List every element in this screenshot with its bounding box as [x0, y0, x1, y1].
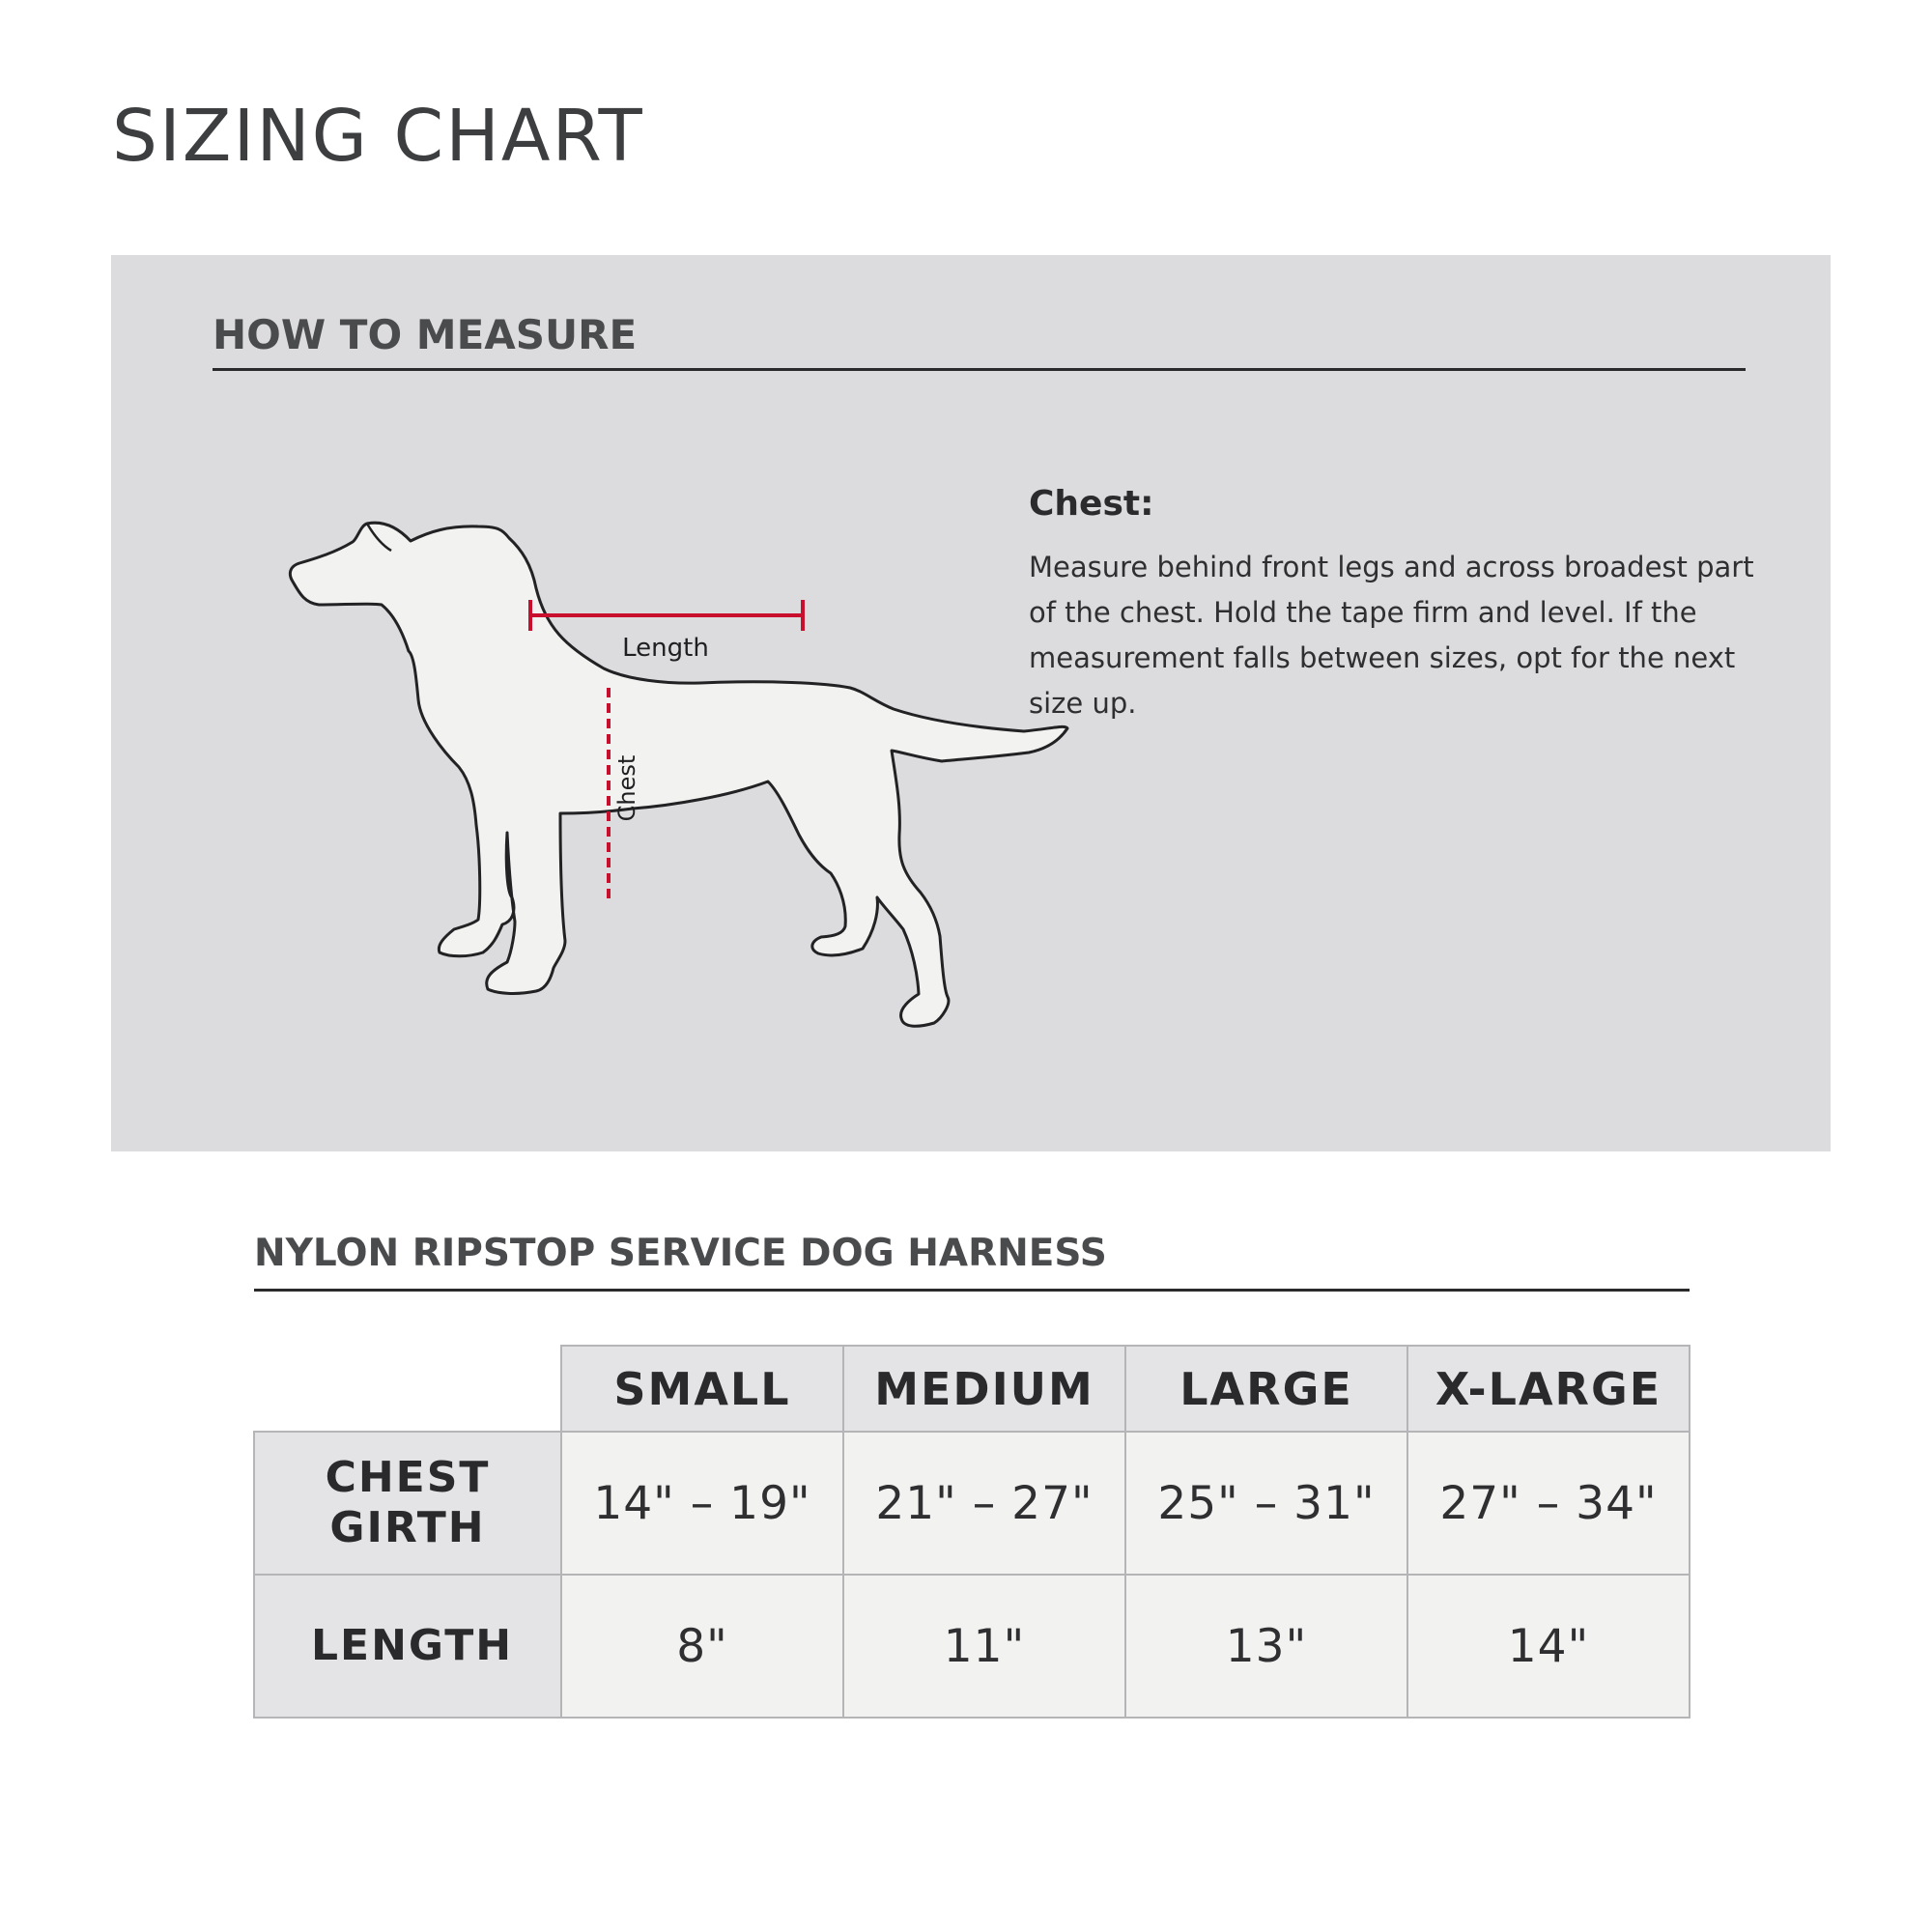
heading-divider [213, 368, 1746, 371]
dog-measurement-diagram [169, 448, 1096, 1086]
how-to-measure-panel [111, 255, 1831, 1151]
table-heading-divider [254, 1289, 1690, 1292]
row-label-length [254, 1575, 561, 1718]
cell-length-medium: 11" [843, 1575, 1125, 1718]
how-to-measure-heading: HOW TO MEASURE [213, 311, 638, 358]
cell-length-x-large: 14" [1407, 1575, 1690, 1718]
chest-instruction-text: Measure behind front legs and across broadest part of the chest. Hold the tape firm and level. If the measurement falls between sizes, opt for the next size up. [1029, 551, 1754, 720]
chest-instruction-title: Chest: [1029, 484, 1154, 524]
table-row-chest-girth [254, 1432, 1690, 1575]
cell-chest-large: 25" – 31" [1125, 1432, 1407, 1575]
dog-silhouette [290, 523, 1067, 1026]
column-header-x-large: X-LARGE [1407, 1346, 1690, 1432]
harness-table-heading: NYLON RIPSTOP SERVICE DOG HARNESS [254, 1232, 1107, 1275]
table-corner-cell [254, 1346, 561, 1432]
table-header-row [254, 1346, 1690, 1432]
row-label-chest-girth [254, 1432, 561, 1575]
column-header-small: SMALL [561, 1346, 843, 1432]
column-header-medium: MEDIUM [843, 1346, 1125, 1432]
cell-length-large: 13" [1125, 1575, 1407, 1718]
cell-length-small: 8" [561, 1575, 843, 1718]
size-chart-table [253, 1345, 1690, 1719]
page-title: SIZING CHART [112, 95, 644, 178]
length-label: Length [622, 634, 709, 663]
column-header-large: LARGE [1125, 1346, 1407, 1432]
chest-label: Chest [613, 754, 640, 822]
length-measure-line [530, 600, 803, 631]
table-row-length [254, 1575, 1690, 1718]
cell-chest-small: 14" – 19" [561, 1432, 843, 1575]
cell-chest-medium: 21" – 27" [843, 1432, 1125, 1575]
row-label-text: CHEST GIRTH [325, 1453, 491, 1552]
cell-chest-x-large: 27" – 34" [1407, 1432, 1690, 1575]
row-label-text: LENGTH [311, 1621, 514, 1670]
